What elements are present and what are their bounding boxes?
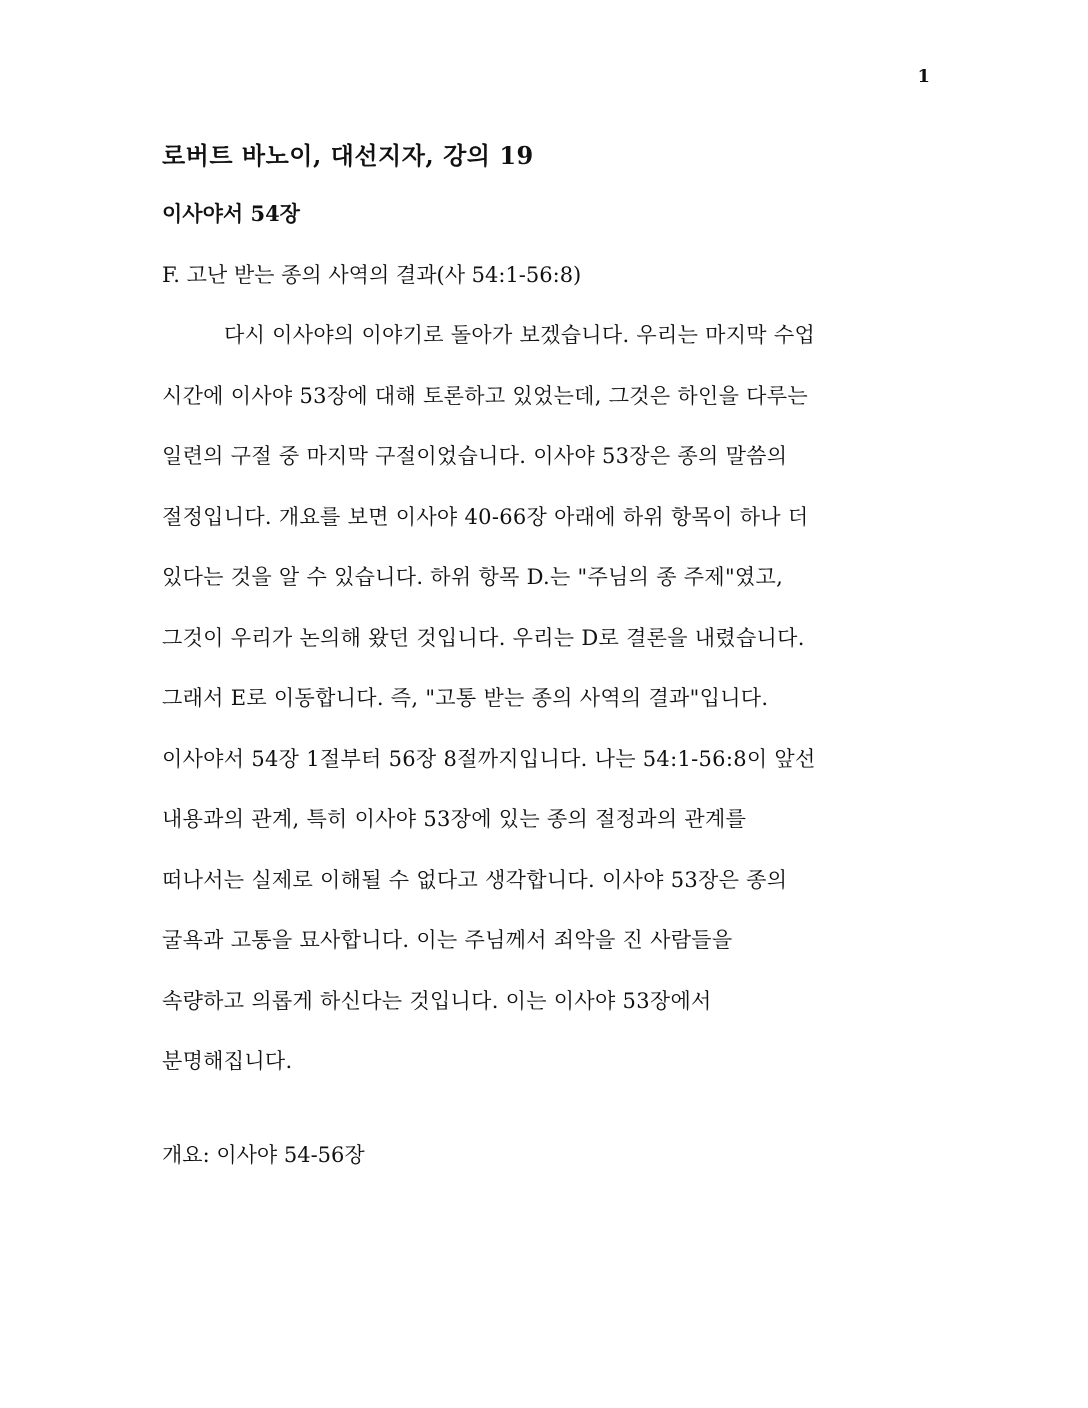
body-line: 그것이 우리가 논의해 왔던 것입니다. 우리는 D로 결론을 내렸습니다. <box>162 625 805 650</box>
body-line: 다시 이사야의 이야기로 돌아가 보겠습니다. 우리는 마지막 수업 <box>224 323 816 347</box>
body-line: 떠나서는 실제로 이해될 수 없다고 생각합니다. 이사야 53장은 종의 <box>162 867 788 892</box>
body-line: 절정입니다. 개요를 보면 이사야 40-66장 아래에 하위 항목이 하나 더 <box>162 504 809 529</box>
body-line: 굴욕과 고통을 묘사합니다. 이는 주님께서 죄악을 진 사람들을 <box>162 928 733 952</box>
chapter-subtitle: 이사야서 54장 <box>162 201 300 226</box>
body-line: 이사야서 54장 1절부터 56장 8절까지입니다. 나는 54:1-56:8이 앞선 <box>162 746 816 771</box>
body-line: 그래서 E로 이동합니다. 즉, "고통 받는 종의 사역의 결과"입니다. <box>162 686 769 710</box>
body-line: 분명해집니다. <box>162 1049 293 1073</box>
page-number: 1 <box>917 66 930 87</box>
body-line: 있다는 것을 알 수 있습니다. 하위 항목 D.는 "주님의 종 주제"였고, <box>162 565 784 589</box>
outline-label: 개요: 이사야 54-56장 <box>162 1143 365 1167</box>
body-line: 속량하고 의롭게 하신다는 것입니다. 이는 이사야 53장에서 <box>162 988 712 1013</box>
body-paragraph <box>162 320 932 1107</box>
section-heading: F. 고난 받는 종의 사역의 결과(사 54:1-56:8) <box>162 263 582 287</box>
body-line: 일련의 구절 중 마지막 구절이었습니다. 이사야 53장은 종의 말씀의 <box>162 444 788 468</box>
body-line: 시간에 이사야 53장에 대해 토론하고 있었는데, 그것은 하인을 다루는 <box>162 383 808 408</box>
lecture-title: 로버트 바노이, 대선지자, 강의 19 <box>162 141 534 170</box>
body-line: 내용과의 관계, 특히 이사야 53장에 있는 종의 절정과의 관계를 <box>162 807 747 831</box>
